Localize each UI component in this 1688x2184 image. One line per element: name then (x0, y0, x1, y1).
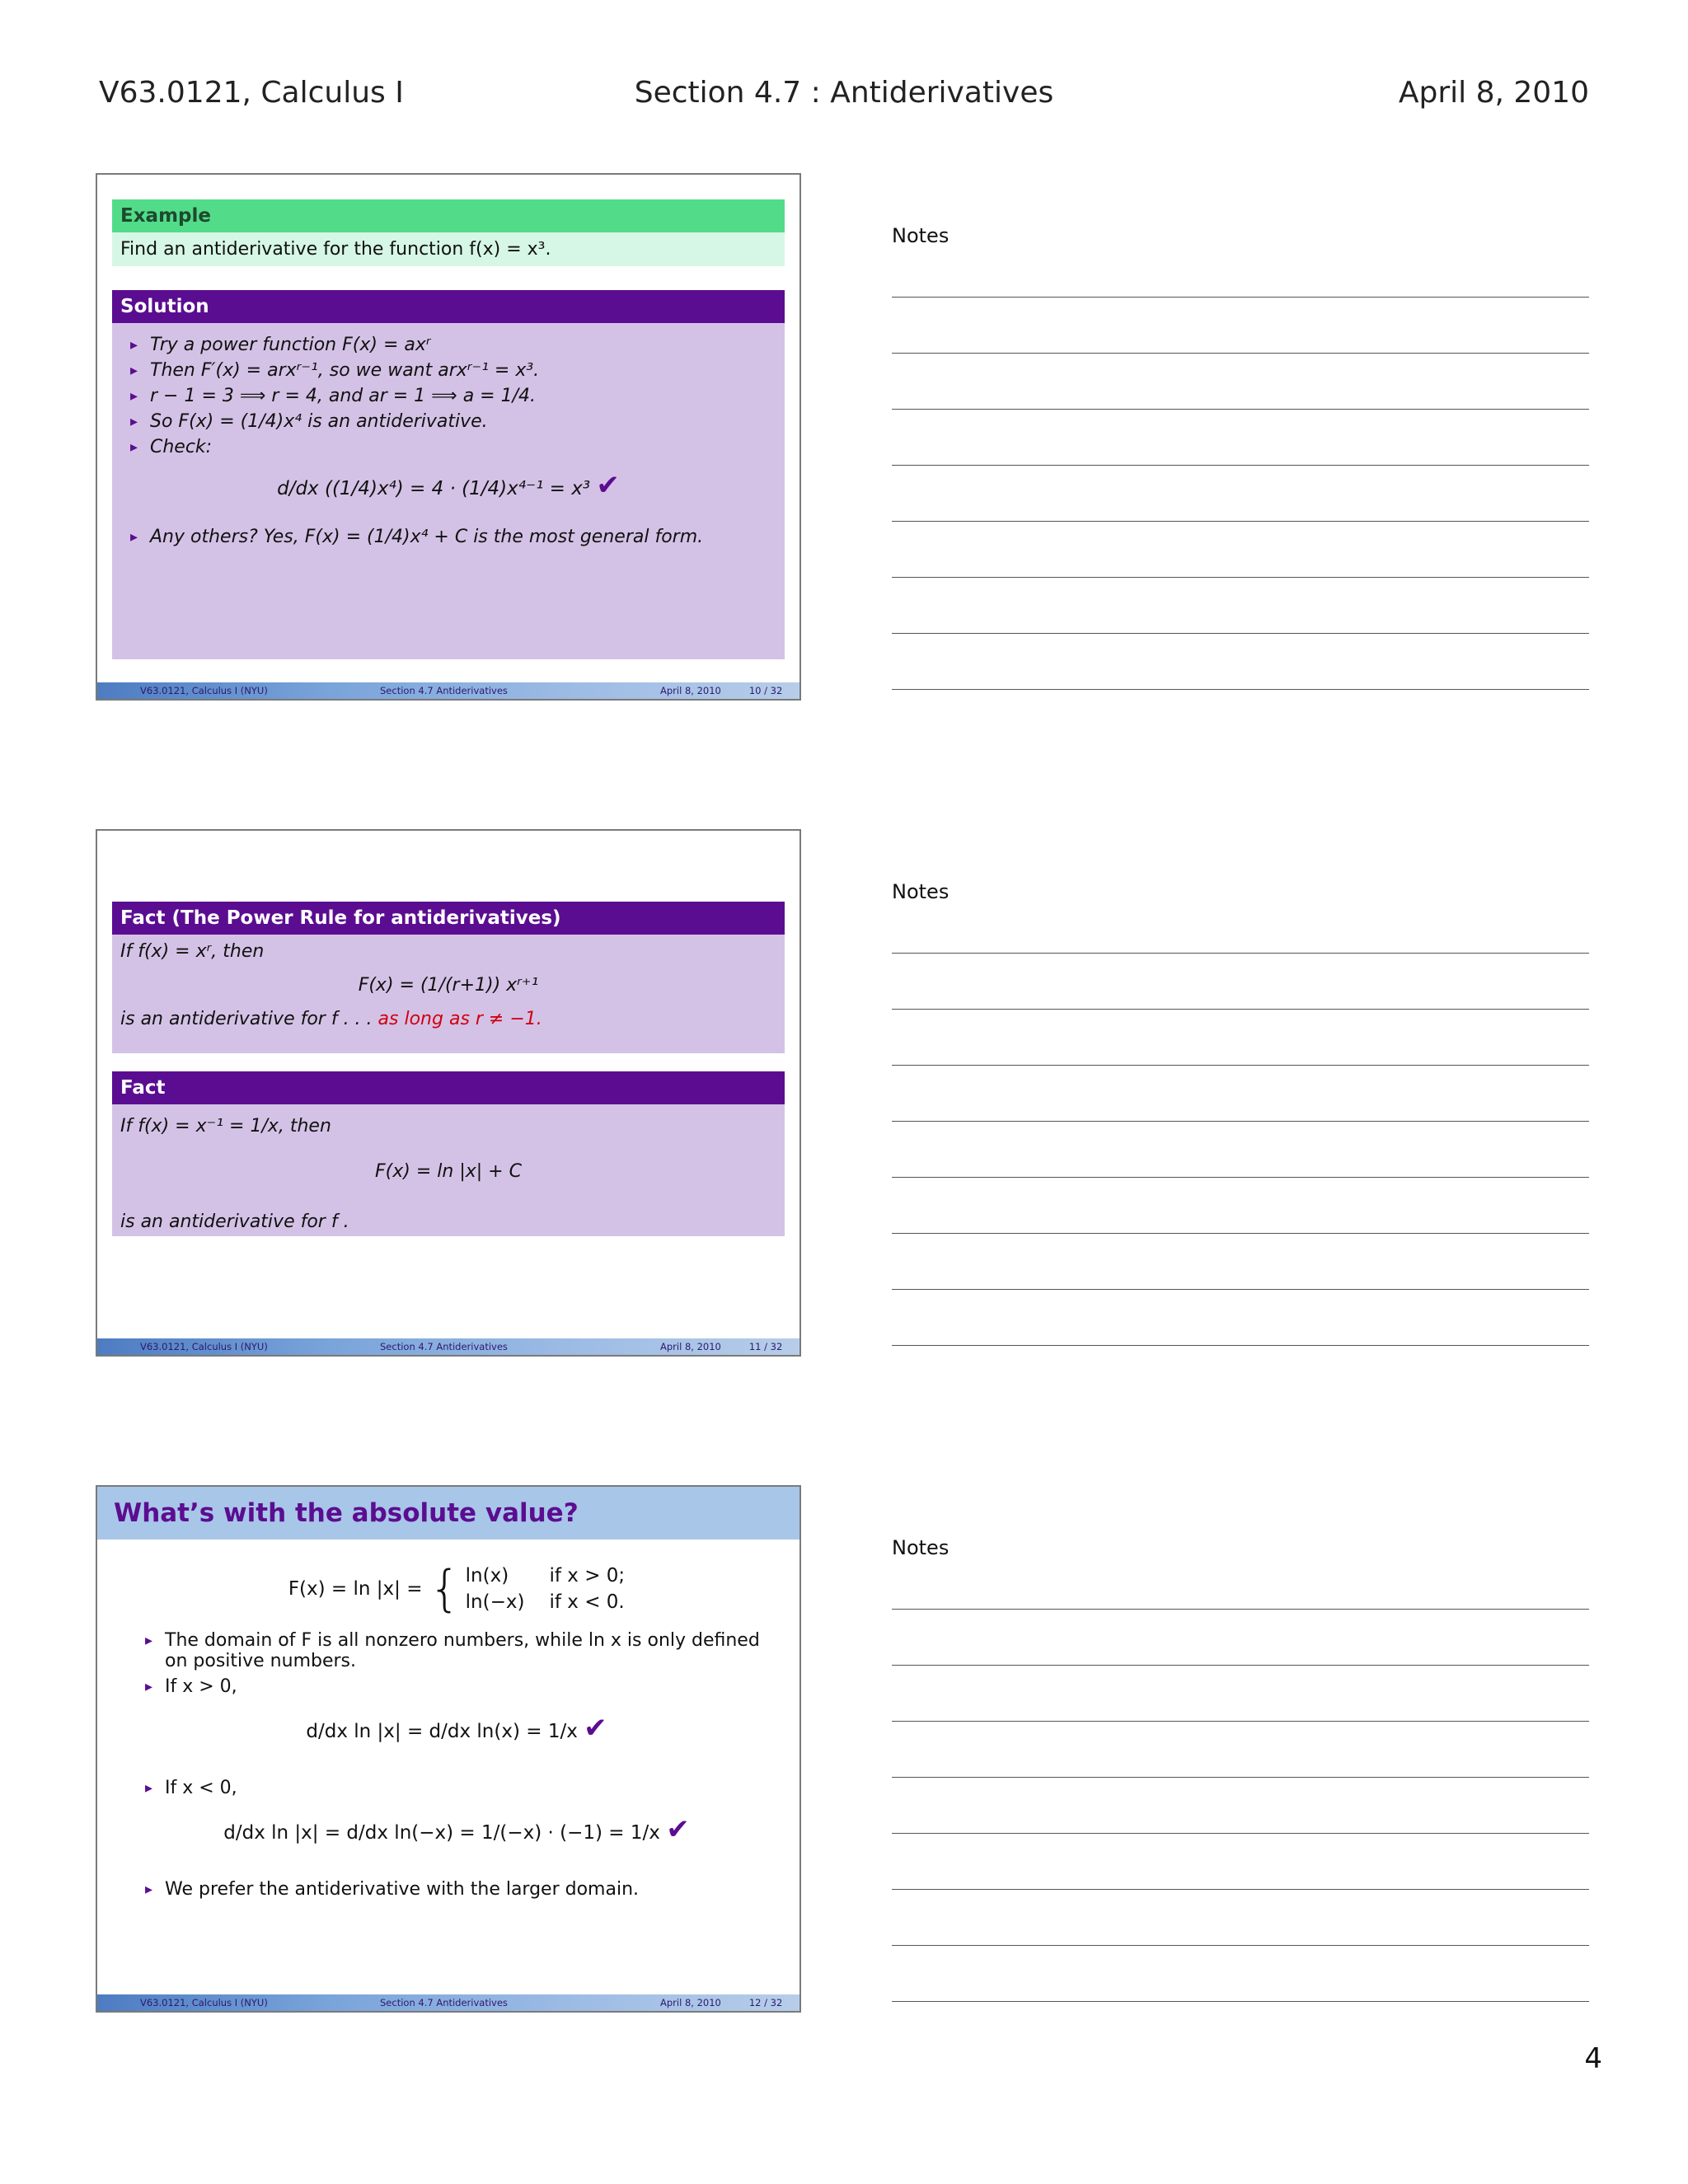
note-line (892, 2001, 1589, 2002)
slide-title: What’s with the absolute value? (97, 1487, 799, 1540)
note-line (892, 1009, 1589, 1010)
slide-11 (96, 829, 801, 1357)
note-line (892, 1233, 1589, 1234)
note-line (892, 1289, 1589, 1290)
note-line (892, 1721, 1589, 1722)
footer-date-page: April 8, 2010 12 / 32 (567, 1994, 799, 2011)
checkmark-icon: ✔ (596, 469, 620, 502)
abs-bullet-4: ▸ We prefer the antiderivative with the larger domain. (135, 1879, 778, 1900)
solution-bullet-1: ▸ Try a power function F(x) = axʳ (120, 335, 776, 355)
solution-bullet-3: ▸ r − 1 = 3 ⟹ r = 4, and ar = 1 ⟹ a = 1/4. (120, 386, 776, 406)
abs-bullet-2: ▸ If x > 0, (135, 1676, 778, 1697)
notes-area-2 (892, 880, 1589, 903)
solution-bullet-2: ▸ Then F′(x) = arxʳ⁻¹, so we want arxʳ⁻¹ = x³. (120, 360, 776, 381)
fact1-title: Fact (The Power Rule for antiderivatives) (112, 902, 785, 935)
note-line (892, 953, 1589, 954)
note-line (892, 1833, 1589, 1834)
note-line (892, 521, 1589, 522)
fact-power-rule-block (112, 902, 785, 1053)
note-line (892, 297, 1589, 298)
note-line (892, 633, 1589, 634)
header-date: April 8, 2010 (1398, 76, 1589, 110)
solution-block (112, 290, 785, 659)
solution-bullet-5: ▸ Check: (120, 437, 776, 457)
notes-label: Notes (892, 224, 950, 247)
example-title: Example (112, 199, 785, 232)
header-course: V63.0121, Calculus I (99, 76, 404, 110)
slide-footer (97, 1338, 799, 1355)
fact-log-block (112, 1071, 785, 1236)
note-line (892, 689, 1589, 690)
note-line (892, 1889, 1589, 1890)
note-line (892, 1065, 1589, 1066)
footer-course: V63.0121, Calculus I (NYU) (97, 682, 332, 699)
note-line (892, 1945, 1589, 1946)
footer-section: Section 4.7 Antiderivatives (332, 1338, 567, 1355)
eq-negative: d/dx ln |x| = d/dx ln(−x) = 1/(−x) · (−1) = 1/x (223, 1822, 660, 1844)
fact2-line1: If f(x) = x⁻¹ = 1/x, then (120, 1116, 331, 1137)
footer-section: Section 4.7 Antiderivatives (332, 682, 567, 699)
note-line (892, 353, 1589, 354)
notes-label: Notes (892, 1536, 950, 1559)
note-line (892, 1121, 1589, 1122)
fact1-line1: If f(x) = xʳ, then (120, 941, 265, 962)
note-line (892, 1609, 1589, 1610)
notes-area-1 (892, 224, 1589, 247)
header-section: Section 4.7 : Antiderivatives (634, 76, 1054, 110)
note-line (892, 1345, 1589, 1346)
abs-bullet-3: ▸ If x < 0, (135, 1778, 778, 1798)
example-block (112, 199, 785, 266)
note-line (892, 409, 1589, 410)
note-line (892, 1177, 1589, 1178)
example-text: Find an antiderivative for the function f(x) = x³. (112, 232, 785, 266)
note-line (892, 465, 1589, 466)
eq-positive: d/dx ln |x| = d/dx ln(x) = 1/x (306, 1721, 578, 1742)
solution-bullet-6: ▸ Any others? Yes, F(x) = (1/4)x⁴ + C is the most general form. (120, 527, 776, 547)
note-line (892, 577, 1589, 578)
note-line (892, 1665, 1589, 1666)
slide-footer (97, 1994, 799, 2011)
abs-bullet-1: ▸ The domain of F is all nonzero numbers, while ln x is only defined on positive numbers. (135, 1630, 778, 1671)
footer-date-page: April 8, 2010 11 / 32 (567, 1338, 799, 1355)
notes-label: Notes (892, 880, 950, 903)
fact2-title: Fact (112, 1071, 785, 1104)
footer-course: V63.0121, Calculus I (NYU) (97, 1338, 332, 1355)
fact1-equation: F(x) = (1/(r+1)) xʳ⁺¹ (358, 975, 539, 996)
notes-area-3 (892, 1536, 1589, 1559)
footer-course: V63.0121, Calculus I (NYU) (97, 1994, 332, 2011)
page-number: 4 (1584, 2042, 1602, 2075)
fact2-equation: F(x) = ln |x| + C (375, 1161, 522, 1182)
slide-12 (96, 1485, 801, 2013)
footer-section: Section 4.7 Antiderivatives (332, 1994, 567, 2011)
slide-10 (96, 173, 801, 701)
fact1-condition: as long as r ≠ −1. (377, 1009, 542, 1029)
fact2-line2: is an antiderivative for f . (120, 1212, 349, 1232)
slide-footer (97, 682, 799, 699)
checkmark-icon: ✔ (666, 1813, 690, 1846)
piecewise-definition: F(x) = ln |x| = { ln(x) if x > 0; ln(−x) if x < 0. (288, 1560, 626, 1618)
footer-date-page: April 8, 2010 10 / 32 (567, 682, 799, 699)
solution-title: Solution (112, 290, 785, 323)
check-equation: d/dx ((1/4)x⁴) = 4 · (1/4)x⁴⁻¹ = x³ (277, 478, 591, 499)
checkmark-icon: ✔ (584, 1712, 607, 1745)
fact1-line2: is an antiderivative for f . . . (120, 1009, 373, 1029)
note-line (892, 1777, 1589, 1778)
solution-bullet-4: ▸ So F(x) = (1/4)x⁴ is an antiderivative. (120, 411, 776, 432)
